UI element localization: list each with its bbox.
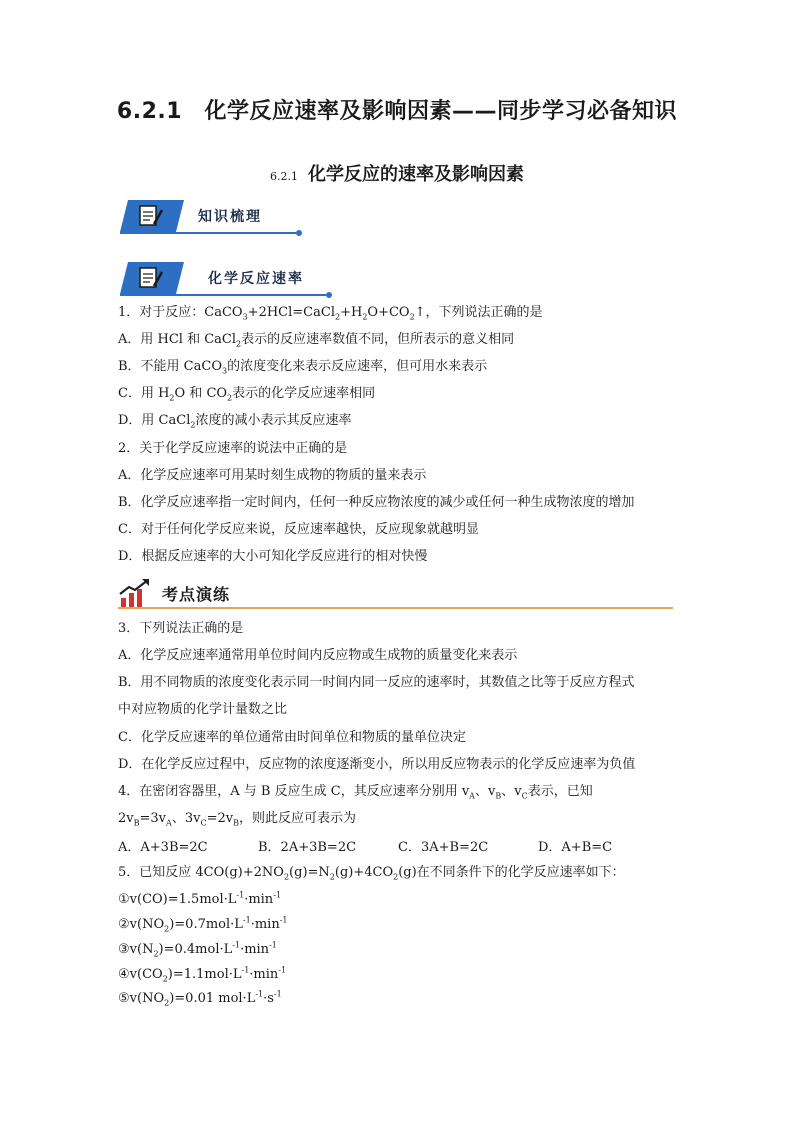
question-2-option-b: B．化学反应速率指一定时间内，任何一种反应物浓度的减少或任何一种生成物浓度的增加 <box>118 495 635 510</box>
question-5-item-2: $②v(NO_2)=0.7mol\cdot L^{-1}\cdot\min^{-1}$ <box>118 915 288 934</box>
question-4-option-a: A．A+3B=2C <box>118 840 208 855</box>
section-label: 化学反应速率 <box>208 271 304 287</box>
question-4-option-d: D．A+B=C <box>538 840 613 855</box>
question-5-item-1: $①v(CO)=1.5mol\cdot L^{-1}\cdot\min^{-1}$ <box>118 890 281 907</box>
question-3-option-b-cont: 中对应物质的化学计量数之比 <box>118 702 288 717</box>
question-3-stem: 3．下列说法正确的是 <box>118 621 244 636</box>
knowledge-summary-header <box>120 200 302 234</box>
question-5-item-4: $④v(CO_2)=1.1mol\cdot L^{-1}\cdot\min^{-1}$ <box>118 965 287 984</box>
question-3-option-a: A．化学反应速率通常用单位时间内反应物或生成物的质量变化来表示 <box>118 648 518 663</box>
question-1-option-a: A．用 HCl 和 CaCl$_2$表示的反应速率数值不同，但所表示的意义相同 <box>118 332 515 349</box>
question-1-option-c: C．用 $H_2O$ 和 $CO_2$表示的化学反应速率相同 <box>118 386 376 403</box>
divider <box>118 607 673 609</box>
question-4-option-b: B．2A+3B=2C <box>258 840 357 855</box>
section-title-text: 化学反应的速率及影响因素 <box>308 164 524 185</box>
question-4-stem: 4．在密闭容器里，A 与 B 反应生成 C，其反应速率分别用 $v_A$、$v_B$、$v_C$表示，已知 <box>118 784 593 801</box>
question-1-stem: 1．对于反应：$CaCO_3+2HCl=CaCl_2+H_2O+CO_2↑$，下列说法正确的是 <box>118 305 543 322</box>
section-label: 知识梳理 <box>198 209 262 225</box>
notepad-icon <box>120 200 184 232</box>
section-label: 考点演练 <box>162 585 231 604</box>
divider <box>120 294 326 296</box>
divider <box>120 232 296 234</box>
section-title <box>0 160 794 186</box>
question-2-stem: 2．关于化学反应速率的说法中正确的是 <box>118 441 348 456</box>
reaction-rate-header <box>120 262 332 296</box>
question-4-condition: $2v_B=3v_A$、$3v_C=2v_B$，则此反应可表示为 <box>118 811 356 828</box>
question-4-option-c: C．3A+B=2C <box>398 840 489 855</box>
practice-header <box>118 576 673 612</box>
question-2-option-a: A．化学反应速率可用某时刻生成物的物质的量来表示 <box>118 468 427 483</box>
bar-chart-icon <box>118 578 152 608</box>
divider-dot <box>296 230 302 236</box>
question-1-option-d: D．用 CaCl$_2$浓度的减小表示其反应速率 <box>118 413 352 430</box>
notepad-icon <box>120 262 184 294</box>
document-title: 6.2.1 化学反应速率及影响因素——同步学习必备知识 <box>116 99 678 124</box>
question-5-item-5: $⑤v(NO_2)=0.01$ $mol\cdot L^{-1}\cdot s^{-1}$ <box>118 989 282 1008</box>
question-3-option-d: D．在化学反应过程中，反应物的浓度逐渐变小，所以用反应物表示的化学反应速率为负值 <box>118 757 636 772</box>
question-5-stem: 5．已知反应 $4CO(g)+2NO_2(g)=N_2(g)+4CO_2(g)$在不同条件下的化学反应速率如下： <box>118 865 625 882</box>
question-3-option-b: B．用不同物质的浓度变化表示同一时间内同一反应的速率时，其数值之比等于反应方程式 <box>118 675 635 690</box>
divider-dot <box>326 292 332 298</box>
question-1-option-b: B．不能用 CaCO$_3$的浓度变化来表示反应速率，但可用水来表示 <box>118 359 488 376</box>
question-3-option-c: C．化学反应速率的单位通常由时间单位和物质的量单位决定 <box>118 730 466 745</box>
question-5-item-3: $③v(N_2)=0.4mol\cdot L^{-1}\cdot\min^{-1}$ <box>118 940 277 959</box>
question-2-option-c: C．对于任何化学反应来说，反应速率越快，反应现象就越明显 <box>118 522 479 537</box>
question-2-option-d: D．根据反应速率的大小可知化学反应进行的相对快慢 <box>118 549 428 564</box>
section-number: 6.2.1 <box>270 170 298 183</box>
